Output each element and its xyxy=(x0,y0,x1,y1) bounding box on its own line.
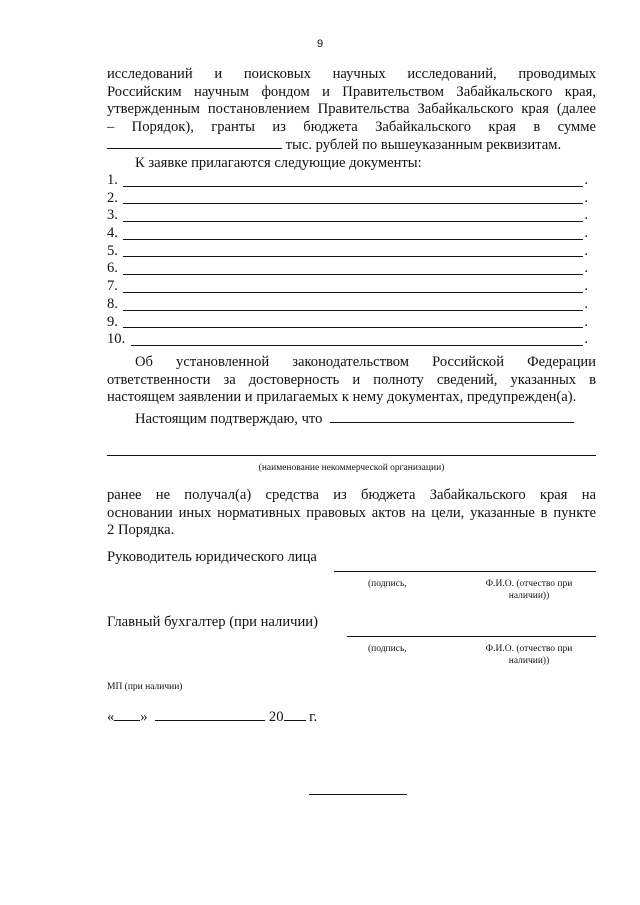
head-sign-caption: (подпись, xyxy=(368,579,407,589)
year-blank[interactable] xyxy=(284,708,306,721)
blank-line xyxy=(123,256,583,257)
attachments-heading: К заявке прилагаются следующие документы: xyxy=(135,155,422,171)
amount-suffix: тыс. рублей по вышеуказанным реквизитам. xyxy=(285,137,562,154)
confirm-line xyxy=(107,410,596,429)
blank-line xyxy=(123,221,583,222)
not-received-line-1: ранее не получал(а) средства из бюджета Забайкальского края на xyxy=(107,487,596,503)
not-received-line-2: основании иных нормативных правовых актов на цели, указанные в пункте xyxy=(107,504,596,521)
list-item[interactable]: 10. . xyxy=(107,331,588,348)
accountant-label: Главный бухгалтер (при наличии) xyxy=(107,614,318,630)
blank-line xyxy=(131,345,583,346)
page-number: 9 xyxy=(316,38,324,50)
blank-line xyxy=(123,186,583,187)
list-item[interactable]: 2. . xyxy=(107,189,588,206)
confirm-blank[interactable] xyxy=(330,410,574,423)
list-item[interactable]: 3. . xyxy=(107,207,588,224)
intro-line-5 xyxy=(107,136,596,155)
not-received-paragraph xyxy=(107,487,596,540)
responsibility-line-3: настоящем заявлении и прилагаемых к нему документах, предупрежден(а). xyxy=(107,389,577,406)
responsibility-line-2: ответственности за достоверность и полноту сведений, указанных в xyxy=(107,371,596,388)
list-item[interactable]: 6. . xyxy=(107,260,588,277)
date-line: « » 20 г. xyxy=(107,709,318,725)
closing-separator xyxy=(309,794,407,795)
intro-line-3: утвержденным постановлением Правительства Забайкальского края (далее xyxy=(107,101,596,118)
accountant-name-caption: Ф.И.О. (отчество при наличии)) xyxy=(485,644,573,666)
intro-line-2: Российским научным фондом и Правительством Забайкальского края, xyxy=(107,83,596,100)
list-item[interactable]: 5. . xyxy=(107,242,588,259)
blank-line xyxy=(123,239,583,240)
head-label: Руководитель юридического лица xyxy=(107,549,317,565)
list-item[interactable]: 8. . xyxy=(107,295,588,312)
head-name-caption: Ф.И.О. (отчество при наличии)) xyxy=(485,579,573,601)
blank-line xyxy=(123,274,583,275)
list-item[interactable]: 4. . xyxy=(107,225,588,242)
amount-blank[interactable] xyxy=(107,136,282,149)
month-blank[interactable] xyxy=(155,708,265,721)
blank-line xyxy=(123,327,583,328)
not-received-line-3: 2 Порядка. xyxy=(107,522,175,539)
intro-paragraph xyxy=(107,66,596,155)
list-item[interactable]: 1. . xyxy=(107,172,588,188)
organization-name-line[interactable] xyxy=(107,455,596,456)
day-blank[interactable] xyxy=(114,708,140,721)
blank-line xyxy=(123,292,583,293)
list-item[interactable]: 9. . xyxy=(107,313,588,330)
attachments-list xyxy=(107,172,596,349)
responsibility-line-1: Об установленной законодательством Российской Федерации xyxy=(135,354,596,370)
responsibility-paragraph xyxy=(107,354,596,407)
organization-caption: (наименование некоммерческой организации) xyxy=(258,463,445,473)
confirm-text: Настоящим подтверждаю, что xyxy=(135,411,323,427)
stamp-note: МП (при наличии) xyxy=(107,682,183,692)
intro-line-1: исследований и поисковых научных исследований, проводимых xyxy=(107,66,596,82)
accountant-signature-line[interactable] xyxy=(347,636,596,637)
intro-line-4: – Порядок), гранты из бюджета Забайкальского края в сумме xyxy=(107,118,596,135)
accountant-sign-caption: (подпись, xyxy=(368,644,407,654)
blank-line xyxy=(123,310,583,311)
list-item[interactable]: 7. . xyxy=(107,278,588,295)
head-signature-line[interactable] xyxy=(334,571,596,572)
blank-line xyxy=(123,203,583,204)
